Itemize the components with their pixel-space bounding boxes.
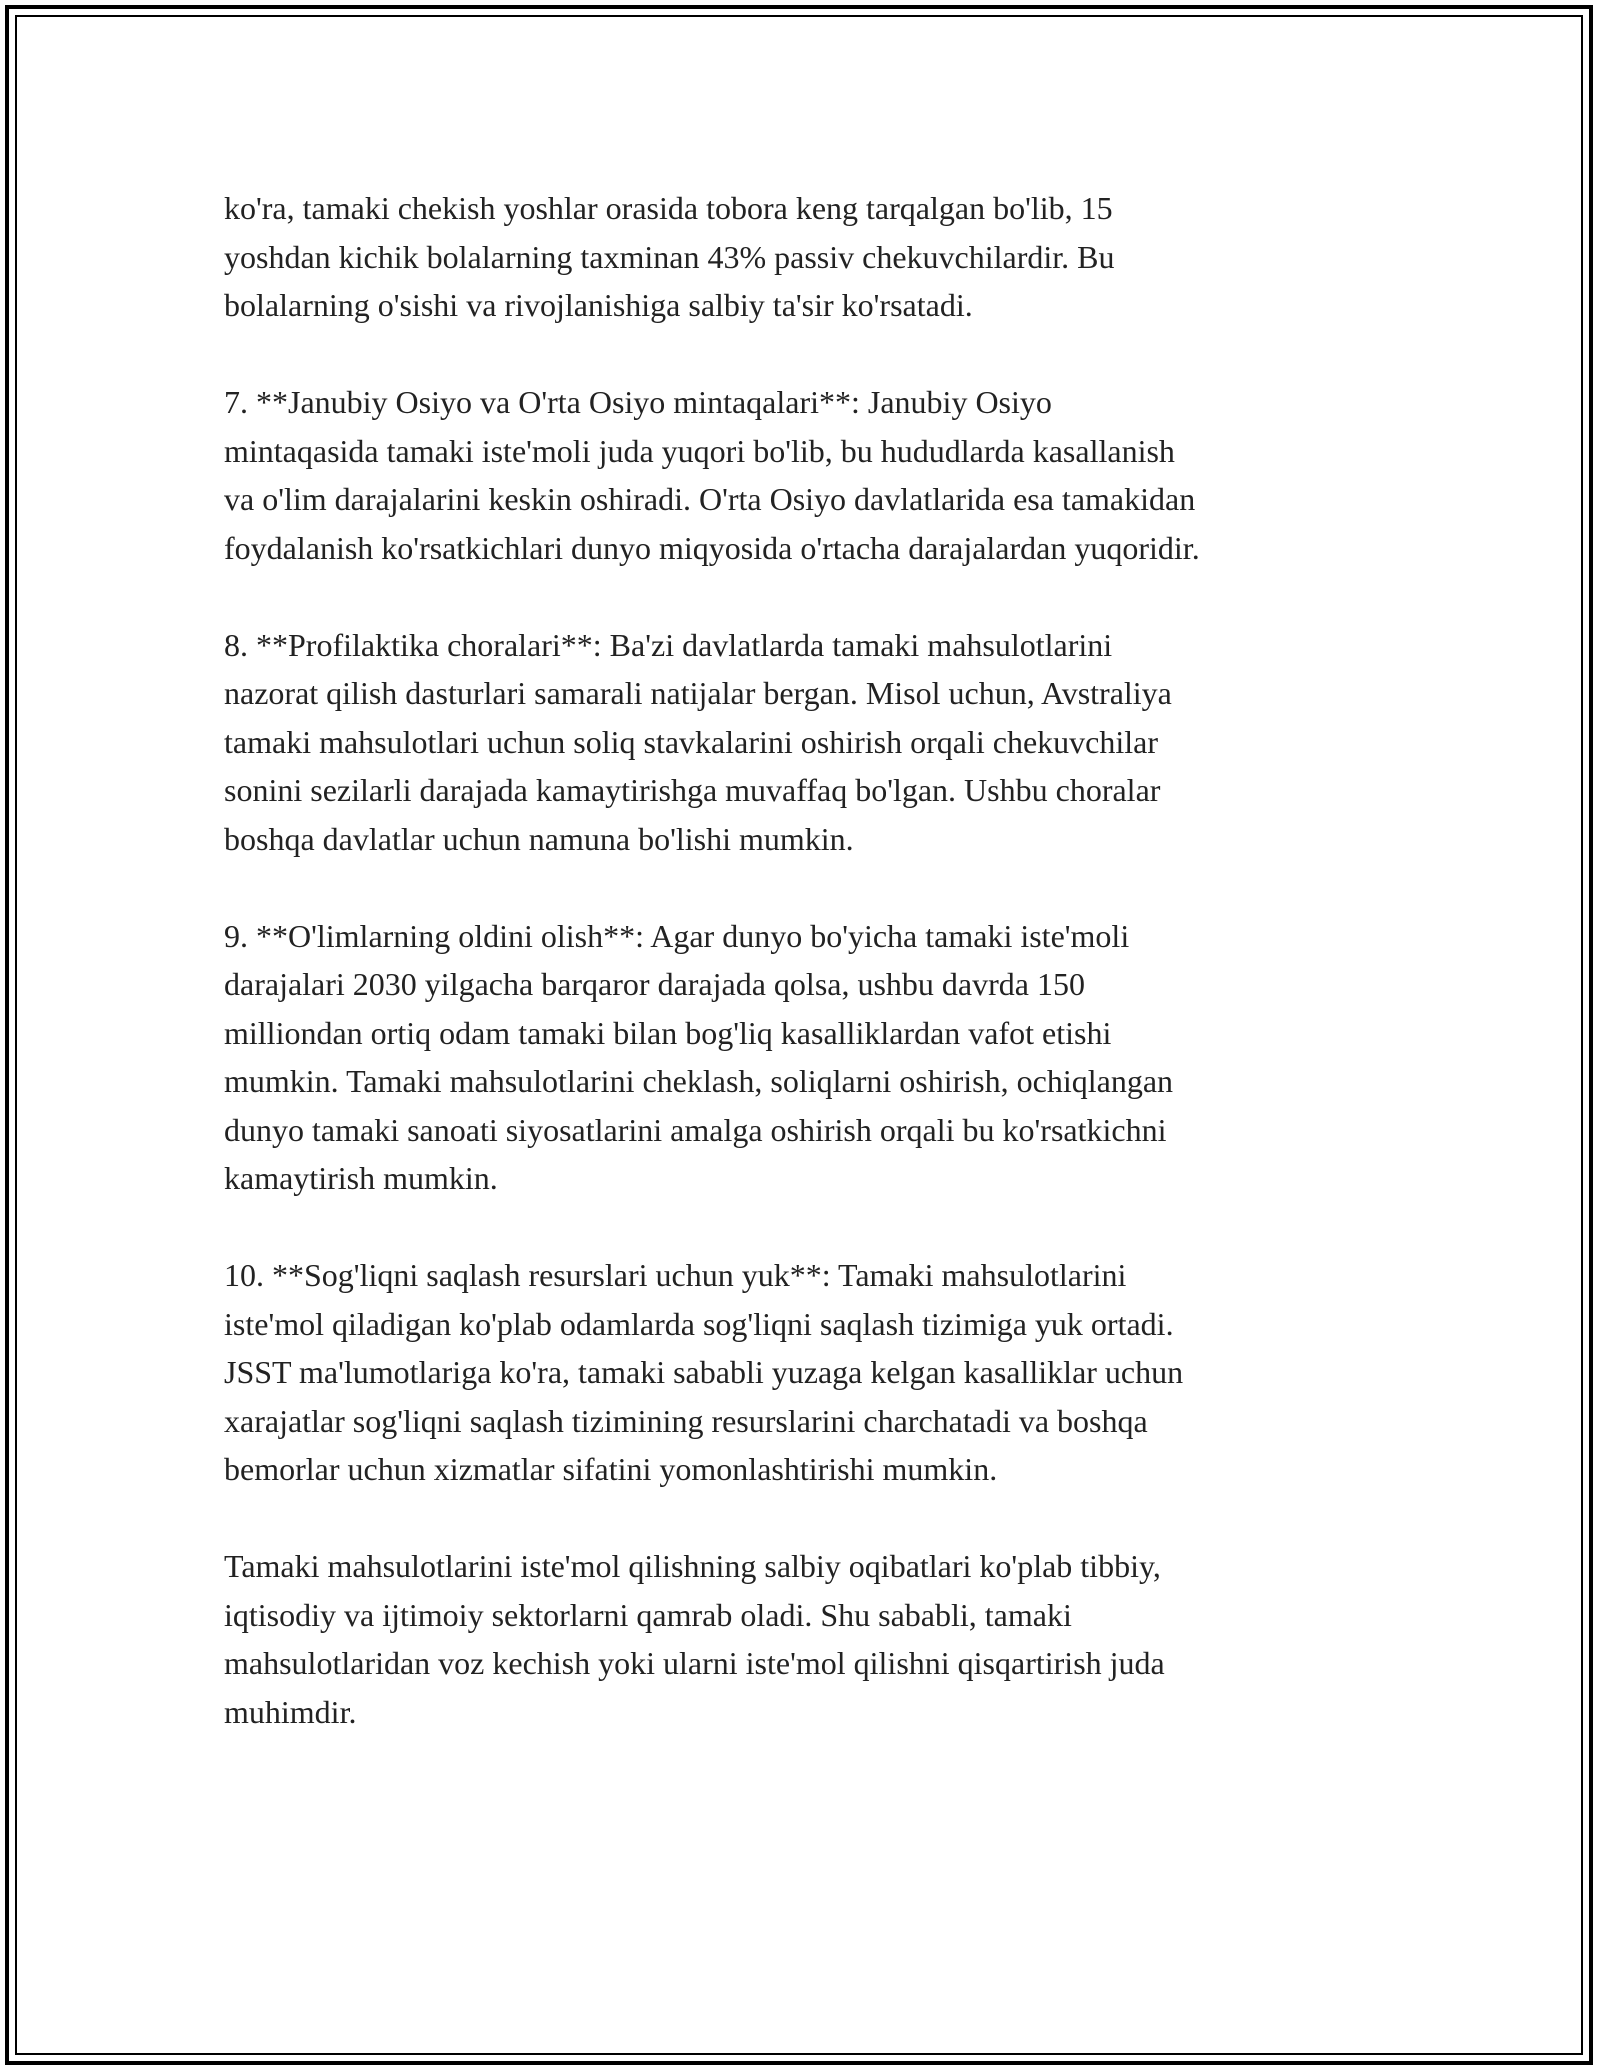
paragraph-item-7: 7. **Janubiy Osiyo va O'rta Osiyo mintaqalari**: Janubiy Osiyo mintaqasida tamaki iste'moli juda yuqori bo'lib, bu hududlarda kasallanish va o'lim darajalarini keskin oshiradi. O'rta Osiyo davlatlarida esa tamakidan foydalanish ko'rsatkichlari dunyo miqyosida o'rtacha darajalardan yuqoridir. <box>224 384 1200 566</box>
paragraph-conclusion: Tamaki mahsulotlarini iste'mol qilishning salbiy oqibatlari ko'plab tibbiy, iqtisodiy va ijtimoiy sektorlarni qamrab oladi. Shu sababli, tamaki mahsulotlaridan voz kechish yoki ularni iste'mol qilishni qisqartirish juda muhimdir. <box>224 1548 1165 1730</box>
paragraph-item-9: 9. **O'limlarning oldini olish**: Agar dunyo bo'yicha tamaki iste'moli darajalari 2030 yilgacha barqaror darajada qolsa, ushbu davrda 150 milliondan ortiq odam tamaki bilan bog'liq kasalliklardan vafot etishi mumkin. Tamaki mahsulotlarini cheklash, soliqlarni oshirish, ochiqlangan dunyo tamaki sanoati siyosatlarini amalga oshirish orqali bu ko'rsatkichni kamaytirish mumkin. <box>224 917 1174 1196</box>
paragraph-item-8: 8. **Profilaktika choralari**: Ba'zi davlatlarda tamaki mahsulotlarini nazorat qilish dasturlari samarali natijalar bergan. Misol uchun, Avstraliya tamaki mahsulotlari uchun soliq stavkalarini oshirish orqali chekuvchilar sonini sezilarli darajada kamaytirishga muvaffaq bo'lgan. Ushbu choralar boshqa davlatlar uchun namuna bo'lishi mumkin. <box>224 626 1172 857</box>
paragraph-item-10: 10. **Sog'liqni saqlash resurslari uchun yuk**: Tamaki mahsulotlarini iste'mol qiladigan ko'plab odamlarda sog'liqni saqlash tizimiga yuk ortadi. JSST ma'lumotlariga ko'ra, tamaki sababli yuzaga kelgan kasalliklar uchun xarajatlar sog'liqni saqlash tizimining resurslarini charchatadi va boshqa bemorlar uchun xizmatlar sifatini yomonlashtirishi mumkin. <box>224 1257 1184 1487</box>
paragraph-intro-continuation: ko'ra, tamaki chekish yoshlar orasida tobora keng tarqalgan bo'lib, 15 yoshdan kichik bolalarning taxminan 43% passiv chekuvchilardir. Bu bolalarning o'sishi va rivojlanishiga salbiy ta'sir ko'rsatadi. <box>224 190 1115 323</box>
document-body <box>224 184 1404 1785</box>
